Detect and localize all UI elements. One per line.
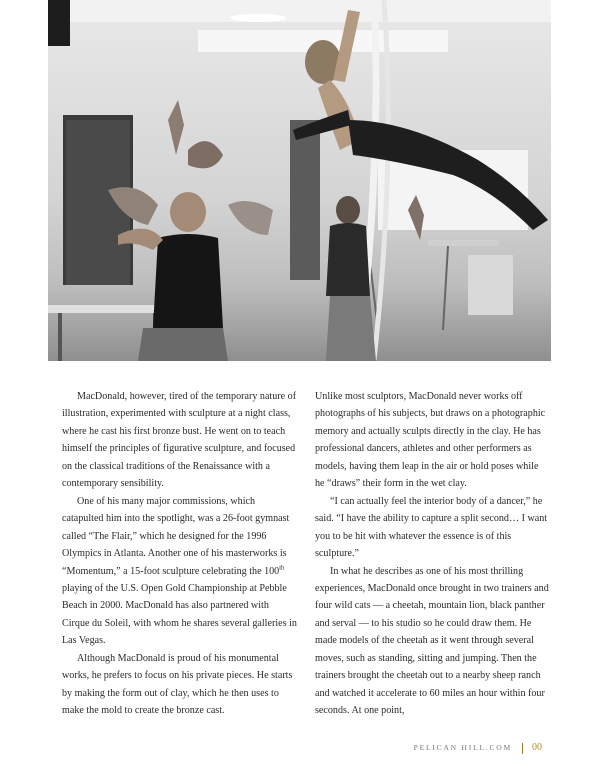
studio-photo xyxy=(48,0,551,361)
left-paragraph-3: Although MacDonald is proud of his monumental works, he prefers to focus on his private pieces. He starts by making the form out of clay, which he then uses to make the mold to create the bronze cast. xyxy=(62,652,293,717)
article-right-column xyxy=(315,388,550,720)
left-paragraph-2-end: playing of the U.S. Open Gold Championship at Pebble Beach in 2000. MacDonald has also partnered with Cirque du Soleil, with whom he shares several galleries in Las Vegas. xyxy=(62,582,297,647)
left-paragraph-2-start: One of his many major commissions, which catapulted him into the spotlight, was a 26-foot gymnast called “The Flair,” which he designed for the 1996 Olympics in Atlanta. Another one of his masterworks is “Momentum,” a 15-foot sculpture celebrating the 100 xyxy=(62,495,290,577)
left-paragraph-1: MacDonald, however, tired of the temporary nature of illustration, experimented with sculpture at a night class, where he cast his first bronze bust. He went on to teach himself the principles of figurative sculpture, and focused on the classical traditions of the Renaissance with a contemporary sensibility. xyxy=(62,391,297,490)
site-name[interactable]: PELICAN HILL.COM xyxy=(413,743,512,752)
right-paragraph-1: Unlike most sculptors, MacDonald never works off photographs of his subjects, but draws on a photographic memory and actually sculpts directly in the clay. He has professional dancers, athletes and other performers as models, having them leap in the air or hold poses while he “draws” their form in the wet clay. xyxy=(315,391,546,490)
right-paragraph-2: “I can actually feel the interior body of a dancer,” he said. “I have the ability to capture a split second… I want you to be hit with whatever the essence is of this sculpture.” xyxy=(315,495,548,560)
article-left-column xyxy=(62,388,297,720)
footer-divider xyxy=(522,743,523,754)
ordinal-suffix: th xyxy=(279,564,285,572)
studio-photo-graphic xyxy=(48,0,551,361)
right-paragraph-3: In what he describes as one of his most thrilling experiences, MacDonald once brought in two trainers and four wild cats — a cheetah, mountain lion, black panther and serval — to his studio so he could draw them. He made models of the cheetah as it went through several moves, such as standing, sitting and jumping. Then the trainers brought the cheetah out to a nearby sheep ranch and watched it accelerate to 60 miles an hour within four seconds. At one point, xyxy=(315,565,549,717)
page-footer xyxy=(0,743,600,757)
left-paragraph-2 xyxy=(62,493,297,650)
page-number: 00 xyxy=(532,742,542,753)
